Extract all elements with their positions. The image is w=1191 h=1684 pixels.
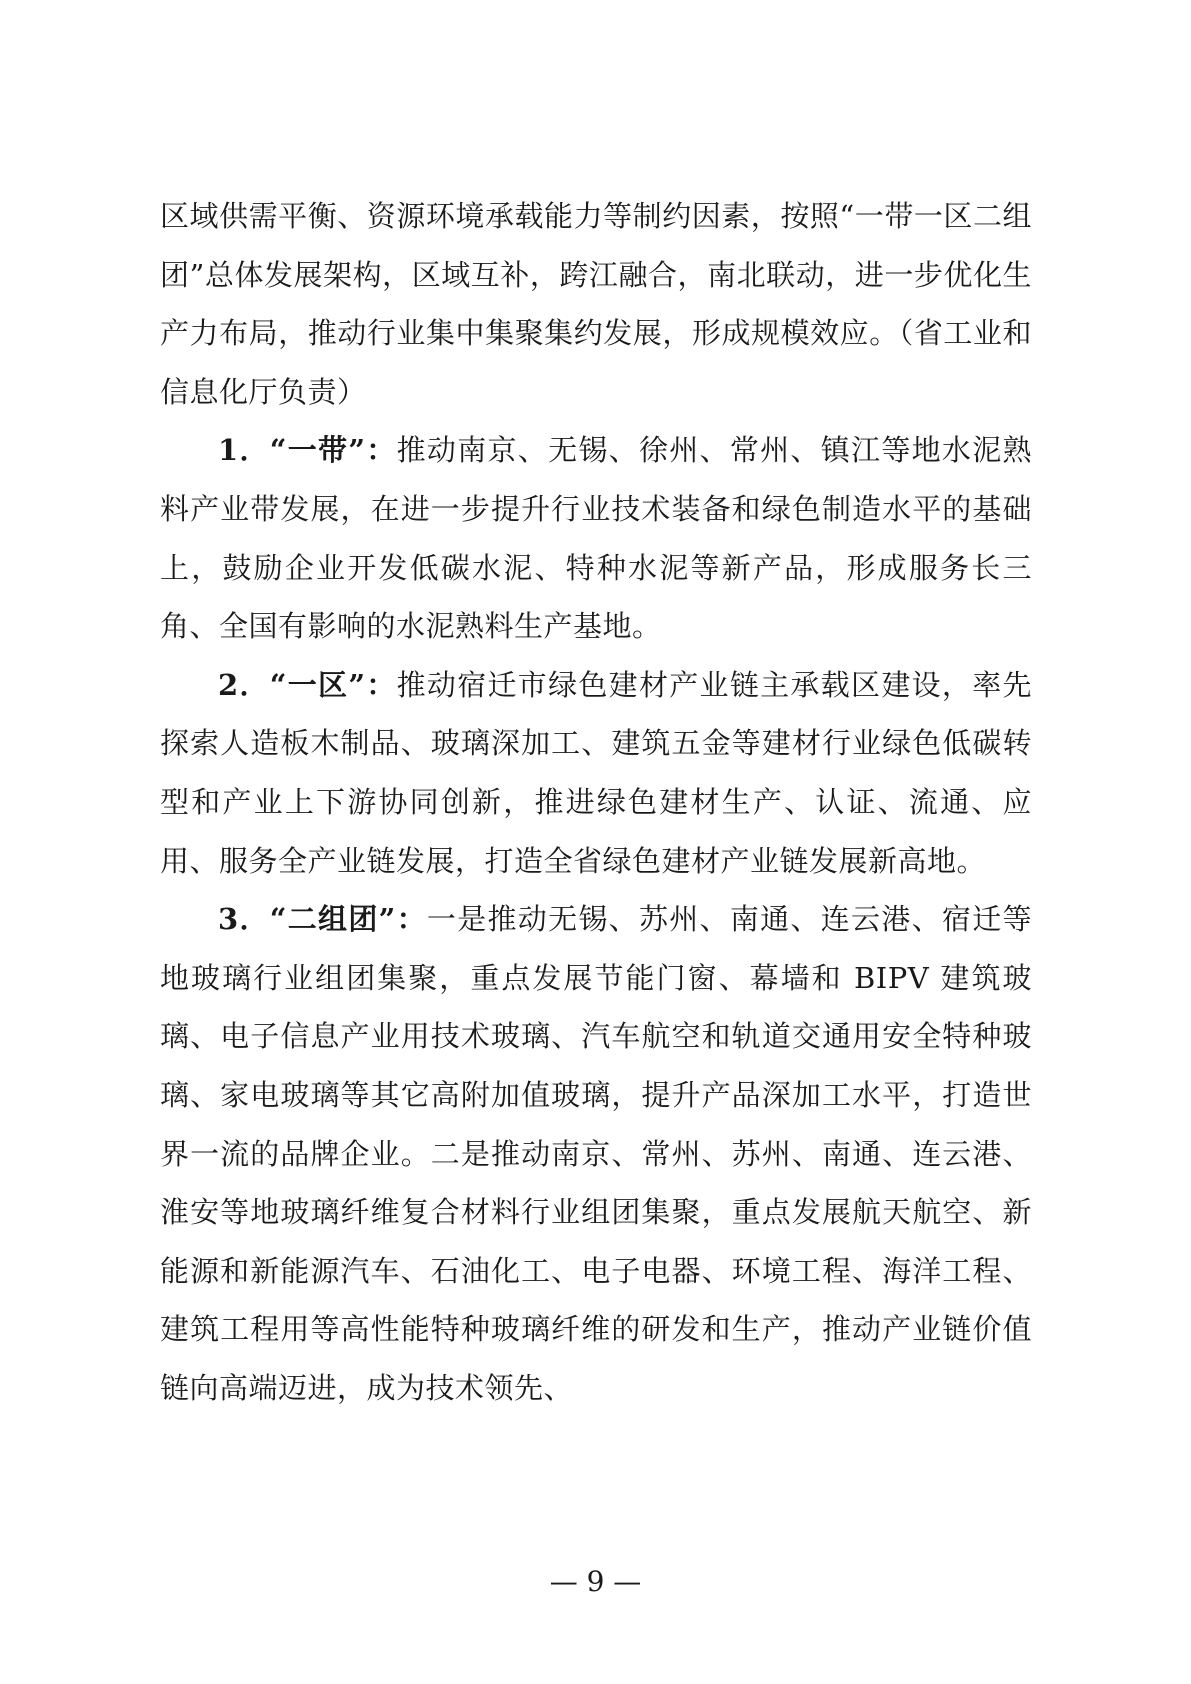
paragraph-lead: 2．“一区”： xyxy=(218,667,397,702)
paragraph-text: 推动宿迁市绿色建材产业链主承载区建设，率先探索人造板木制品、玻璃深加工、建筑五金等建材行业绿色低碳转型和产业上下游协同创新，推进绿色建材生产、认证、流通、应用、服务全产业链发展，打造全省绿色建材产业链发展新高地。 xyxy=(160,667,1032,878)
paragraph-item-2 xyxy=(160,656,1032,890)
paragraph-continuation xyxy=(160,187,1032,421)
paragraph-item-3 xyxy=(160,890,1032,1417)
page-number: — 9 — xyxy=(549,1565,642,1598)
paragraph-item-1 xyxy=(160,421,1032,655)
paragraph-text: 推动南京、无锡、徐州、常州、镇江等地水泥熟料产业带发展，在进一步提升行业技术装备和绿色制造水平的基础上，鼓励企业开发低碳水泥、特种水泥等新产品，形成服务长三角、全国有影响的水泥熟料生产基地。 xyxy=(160,433,1032,644)
paragraph-text: 一是推动无锡、苏州、南通、连云港、宿迁等地玻璃行业组团集聚，重点发展节能门窗、幕墙和 BIPV 建筑玻璃、电子信息产业用技术玻璃、汽车航空和轨道交通用安全特种玻璃、家电玻璃等其它高附加值玻璃，提升产品深加工水平，打造世界一流的品牌企业。二是推动南京、常州、苏州、南通、连云港、淮安等地玻璃纤维复合材料行业组团集聚，重点发展航天航空、新能源和新能源汽车、石油化工、电子电器、环境工程、海洋工程、建筑工程用等高性能特种玻璃纤维的研发和生产，推动产业链价值链向高端迈进，成为技术领先、 xyxy=(160,902,1032,1405)
paragraph-text: 区域供需平衡、资源环境承载能力等制约因素，按照“一带一区二组团”总体发展架构，区域互补，跨江融合，南北联动，进一步优化生产力布局，推动行业集中集聚集约发展，形成规模效应。（省工业和信息化厅负责） xyxy=(160,199,1032,409)
paragraph-lead: 3．“二组团”： xyxy=(218,902,427,937)
paragraph-lead: 1．“一带”： xyxy=(218,433,397,468)
document-body xyxy=(160,187,1032,1417)
